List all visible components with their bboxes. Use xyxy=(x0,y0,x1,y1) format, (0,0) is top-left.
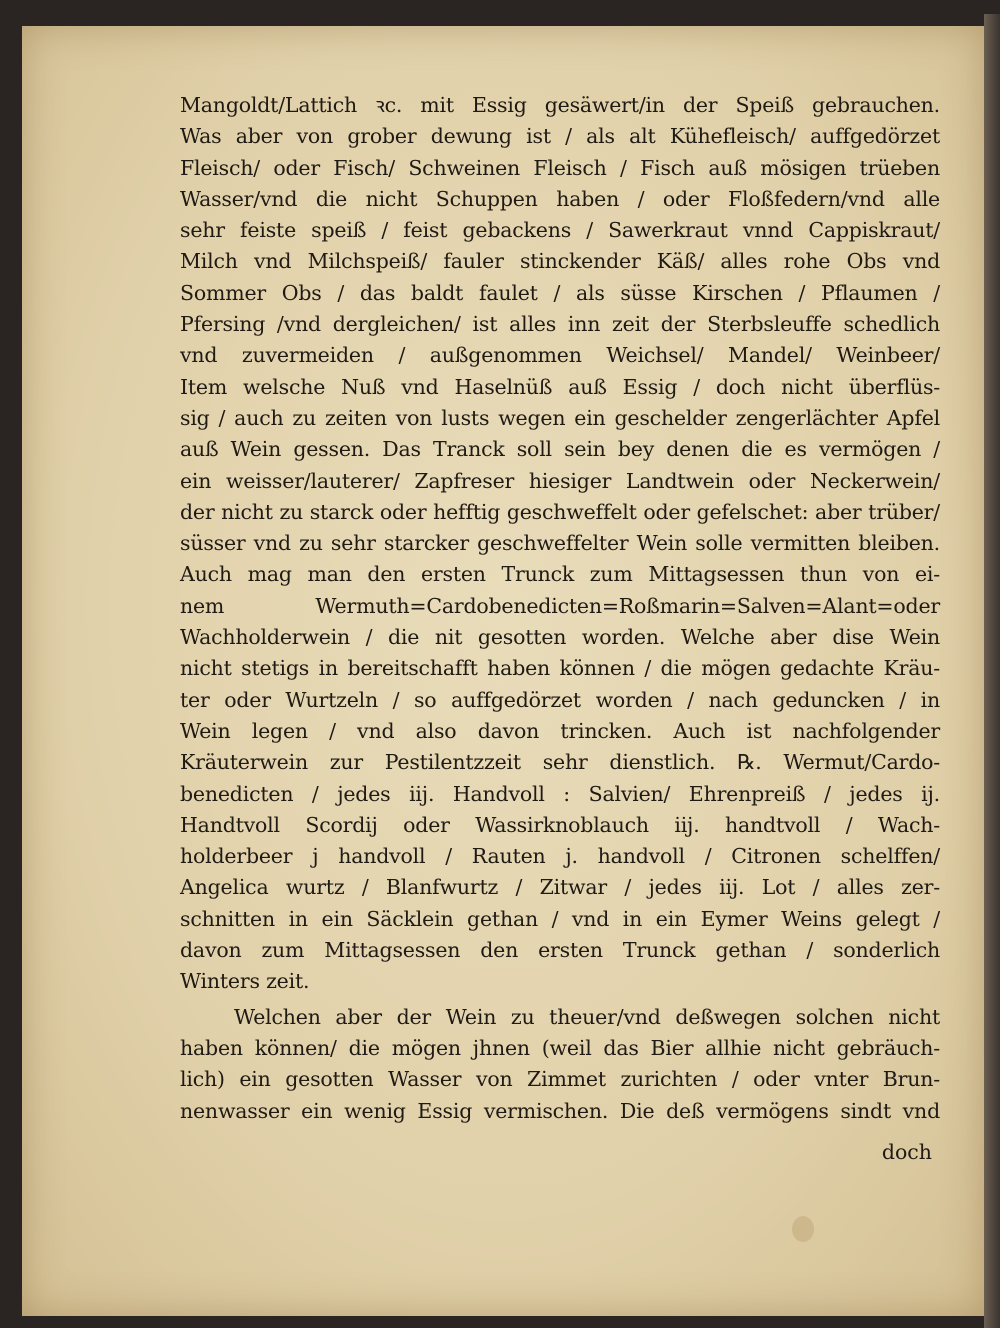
text-line: benedicten / jedes iij. Handvoll : Salvien/ Ehrenpreiß / jedes ij. xyxy=(180,781,940,806)
text-line: auß Wein gessen. Das Tranck soll sein bey denen die es vermögen / xyxy=(180,437,940,462)
body-text xyxy=(180,90,940,1127)
text-line: davon zum Mittagsessen den ersten Trunck gethan / sonderlich xyxy=(180,938,940,963)
paragraph-1 xyxy=(180,90,940,998)
text-line: Mangoldt/Lattich ꝛc. mit Essig gesäwert/in der Speiß gebrauchen. xyxy=(180,93,940,117)
text-line: haben können/ die mögen jhnen (weil das Bier allhie nicht gebräuch- xyxy=(180,1035,940,1060)
text-line: nicht stetigs in bereitschafft haben können / die mögen gedachte Kräu- xyxy=(180,656,940,681)
text-line: Item welsche Nuß vnd Haselnüß auß Essig / doch nicht überflüs- xyxy=(180,374,940,399)
text-line: der nicht zu starck oder hefftig geschweffelt oder gefelschet: aber trüber/ xyxy=(180,499,940,524)
text-line: Winters zeit. xyxy=(180,969,310,994)
text-line: Milch vnd Milchspeiß/ fauler stinckender Käß/ alles rohe Obs vnd xyxy=(180,249,940,274)
text-line: schnitten in ein Säcklein gethan / vnd in ein Eymer Weins gelegt / xyxy=(180,906,940,931)
book-edge xyxy=(984,14,1000,1328)
catchword: doch xyxy=(881,1140,932,1164)
text-line: Welchen aber der Wein zu theuer/vnd deßwegen solchen nicht xyxy=(234,1004,940,1029)
text-line: sehr feiste speiß / feist gebackens / Sawerkraut vnnd Cappiskraut/ xyxy=(180,218,940,243)
text-line: vnd zuvermeiden / außgenommen Weichsel/ Mandel/ Weinbeer/ xyxy=(180,343,940,368)
text-line: ein weisser/lauterer/ Zapfreser hiesiger Landtwein oder Neckerwein/ xyxy=(180,468,940,493)
text-line: Sommer Obs / das baldt faulet / als süsse Kirschen / Pflaumen / xyxy=(180,280,940,305)
text-line: Auch mag man den ersten Trunck zum Mittagsessen thun von ei- xyxy=(180,562,940,587)
text-line: Was aber von grober dewung ist / als alt Kühefleisch/ auffgedörzet xyxy=(180,124,940,149)
text-line: nem Wermuth=Cardobenedicten=Roßmarin=Salven=Alant=oder xyxy=(180,593,940,618)
paper-stain xyxy=(792,1216,814,1242)
text-line: Kräuterwein zur Pestilentzzeit sehr dienstlich. ℞. Wermut/Cardo- xyxy=(180,750,940,775)
text-line: Wasser/vnd die nicht Schuppen haben / oder Floßfedern/vnd alle xyxy=(180,186,940,211)
text-line: Handtvoll Scordij oder Wassirknoblauch iij. handtvoll / Wach- xyxy=(180,812,940,837)
text-line: Wein legen / vnd also davon trincken. Auch ist nachfolgender xyxy=(180,718,940,743)
text-line: Pfersing /vnd dergleichen/ ist alles inn zeit der Sterbsleuffe schedlich xyxy=(180,312,940,337)
text-line: sig / auch zu zeiten von lusts wegen ein geschelder zengerlächter Apfel xyxy=(180,405,940,430)
text-line: Fleisch/ oder Fisch/ Schweinen Fleisch / Fisch auß mösigen trüeben xyxy=(180,155,940,180)
text-line: holderbeer j handvoll / Rauten j. handvoll / Citronen schelffen/ xyxy=(180,844,940,869)
text-line: Wachholderwein / die nit gesotten worden. Welche aber dise Wein xyxy=(180,625,940,650)
text-line: lich) ein gesotten Wasser von Zimmet zurichten / oder vnter Brun- xyxy=(180,1067,940,1092)
text-line: Angelica wurtz / Blanfwurtz / Zitwar / jedes iij. Lot / alles zer- xyxy=(180,875,940,900)
paragraph-2 xyxy=(180,1002,940,1127)
text-line: süsser vnd zu sehr starcker geschweffelter Wein solle vermitten bleiben. xyxy=(180,531,940,556)
text-line: nenwasser ein wenig Essig vermischen. Die deß vermögens sindt vnd xyxy=(180,1098,940,1123)
text-line: ter oder Wurtzeln / so auffgedörzet worden / nach geduncken / in xyxy=(180,687,940,712)
